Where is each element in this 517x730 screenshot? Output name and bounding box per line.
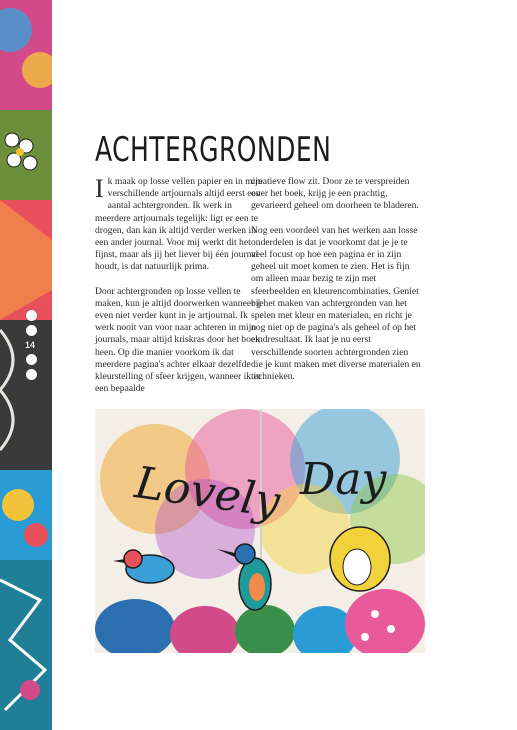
page-indicator: [24, 310, 40, 384]
page-dot: [26, 325, 37, 336]
paragraph: [95, 176, 265, 274]
page-dot: [26, 354, 37, 365]
lettering-lovely: Lovely: [131, 457, 284, 529]
paragraph: Nog een voordeel van het werken aan losse onderdelen is dat je voorkomt dat je je te veel focust op hoe een pagina er in zijn geheel uit moet komen te zien. Het is fijn om alleen maar bezig te zijn met sfeerbeelden en kleurencombinaties. Geniet bij het maken van achtergronden van het spelen met kleur en materialen, en richt je nog niet op de pagina's als geheel of op het eindresultaat. Ik laat je nu eerst verschillende soorten achtergronden zien die je kunt maken met diverse materialen en technieken.: [251, 224, 421, 383]
girl-figure-icon: [330, 527, 390, 591]
text-column-left: [95, 176, 265, 407]
lettering-day: Day: [300, 454, 387, 505]
artwork-illustration: [95, 409, 425, 653]
paragraph: creatieve flow zit. Door ze te verspreiden over het boek, krijg je een prachtig, gevarieerd geheel om doorheen te bladeren.: [251, 176, 419, 212]
page-dot: [26, 310, 37, 321]
paragraph-text: k maak op losse vellen papier en in mijn verschillende artjournals altijd eerst een aantal achtergronden. Ik werk in meerdere artjournals tegelijk: ligt er een te drogen, dan kan ik altijd verder werken in een ander journal. Voor mij werkt dit het fijnst, maar als jij het liever bij één journal houdt, is dat natuurlijk prima.: [95, 176, 263, 273]
decorative-side-strip: [0, 0, 52, 730]
paragraph: Door achtergronden op losse vellen te maken, kun je altijd doorwerken wanneer je even niet verder kunt in je artjournal. Ik werk nooit van voor naar achteren in mijn journals, maar altijd kriskras door het boek heen. Op die manier voorkom ik dat meerdere pagina's achter elkaar dezelfde kleurstelling of sfeer krijgen, wanneer ik in een bepaalde: [95, 285, 264, 395]
drop-cap: I: [95, 174, 104, 203]
artwork-photo: [95, 409, 425, 653]
text-column-right: [251, 176, 421, 395]
page-dot: [26, 369, 37, 380]
page-number: 14: [25, 340, 36, 350]
page-title: ACHTERGRONDEN: [95, 130, 332, 170]
